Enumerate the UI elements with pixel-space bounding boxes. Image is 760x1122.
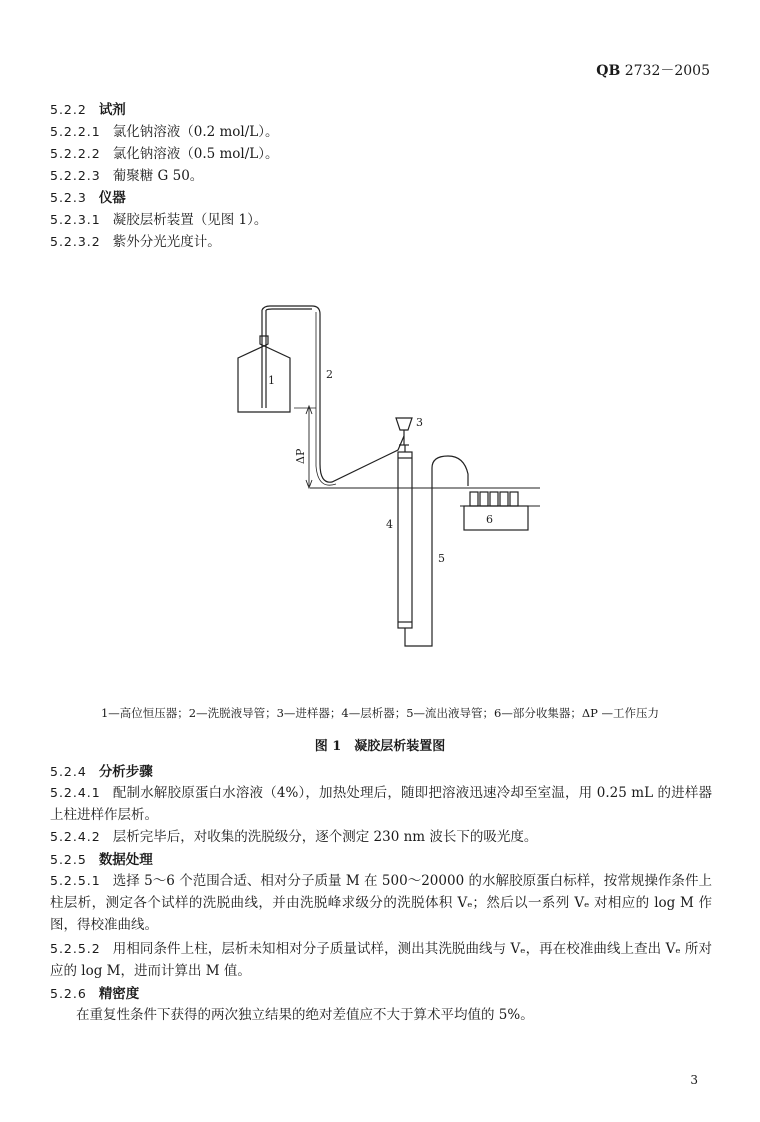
item-5-2-2-2: 5.2.2.2 氯化钠溶液（0.5 mol/L）。: [50, 146, 279, 162]
paragraph-5-2-6: 在重复性条件下获得的两次独立结果的绝对差值应不大于算术平均值的 5%。: [76, 1007, 534, 1023]
paragraph-5-2-5-2: 5.2.5.2 用相同条件上柱，层析未知相对分子质量试样，测出其洗脱曲线与 Vₑ，再在校准曲线上查出 Vₑ 所对应的 log M，进而计算出 M 值。: [50, 941, 712, 979]
heading-5-2-2: 5.2.2 试剂: [50, 102, 126, 118]
figure-legend: 1—高位恒压器；2—洗脱液导管；3—进样器；4—层析器；5—流出液导管；6—部分收集器；ΔP —工作压力: [100, 706, 660, 720]
label-3: 3: [416, 416, 423, 429]
heading-5-2-4: 5.2.4 分析步骤: [50, 764, 153, 780]
label-5: 5: [438, 552, 445, 565]
paragraph-5-2-4-2: 5.2.4.2 层析完毕后，对收集的洗脱级分，逐个测定 230 nm 波长下的吸光度。: [50, 829, 538, 845]
standard-number: 2732－2005: [624, 63, 710, 79]
label-6: 6: [486, 513, 493, 526]
collector-tubes: [470, 492, 518, 506]
constant-pressure-bottle: [238, 336, 290, 412]
page-number: 3: [690, 1073, 698, 1087]
outflow-tube: [405, 456, 468, 646]
item-5-2-3-2: 5.2.3.2 紫外分光光度计。: [50, 234, 221, 250]
chromatography-column: [398, 452, 412, 628]
gel-chromatography-diagram: [220, 300, 540, 660]
label-1: 1: [268, 374, 275, 387]
heading-5-2-6: 5.2.6 精密度: [50, 986, 140, 1002]
label-2: 2: [326, 368, 333, 381]
item-5-2-2-1: 5.2.2.1 氯化钠溶液（0.2 mol/L）。: [50, 124, 279, 140]
paragraph-5-2-4-1: 5.2.4.1 配制水解胶原蛋白水溶液（4%），加热处理后，随即把溶液迅速冷却至室温，用 0.25 mL 的进样器上柱进样作层析。: [50, 785, 712, 823]
figure-title: 图 1 凝胶层析装置图: [314, 739, 446, 754]
heading-5-2-5: 5.2.5 数据处理: [50, 852, 153, 868]
item-5-2-2-3: 5.2.2.3 葡聚糖 G 50。: [50, 168, 204, 184]
item-5-2-3-1: 5.2.3.1 凝胶层析装置（见图 1）。: [50, 212, 268, 228]
heading-5-2-3: 5.2.3 仪器: [50, 190, 126, 206]
paragraph-5-2-5-1: 5.2.5.1 选择 5～6 个范围合适、相对分子质量 M 在 500～20000 的水解胶原蛋白标样，按常规操作条件上柱层析，测定各个试样的洗脱曲线，并由洗脱峰求级分的洗脱体积 Vₑ；然后以一系列 Vₑ 对相应的 log M 作图，得校准曲线。: [50, 873, 712, 933]
standard-code: QB: [596, 63, 621, 79]
label-delta-p: ΔP: [294, 448, 307, 464]
label-4: 4: [386, 518, 393, 531]
sampler: [396, 418, 412, 430]
eluent-tube: [312, 306, 404, 482]
standard-header: [596, 60, 710, 80]
fraction-collector: [464, 506, 528, 530]
